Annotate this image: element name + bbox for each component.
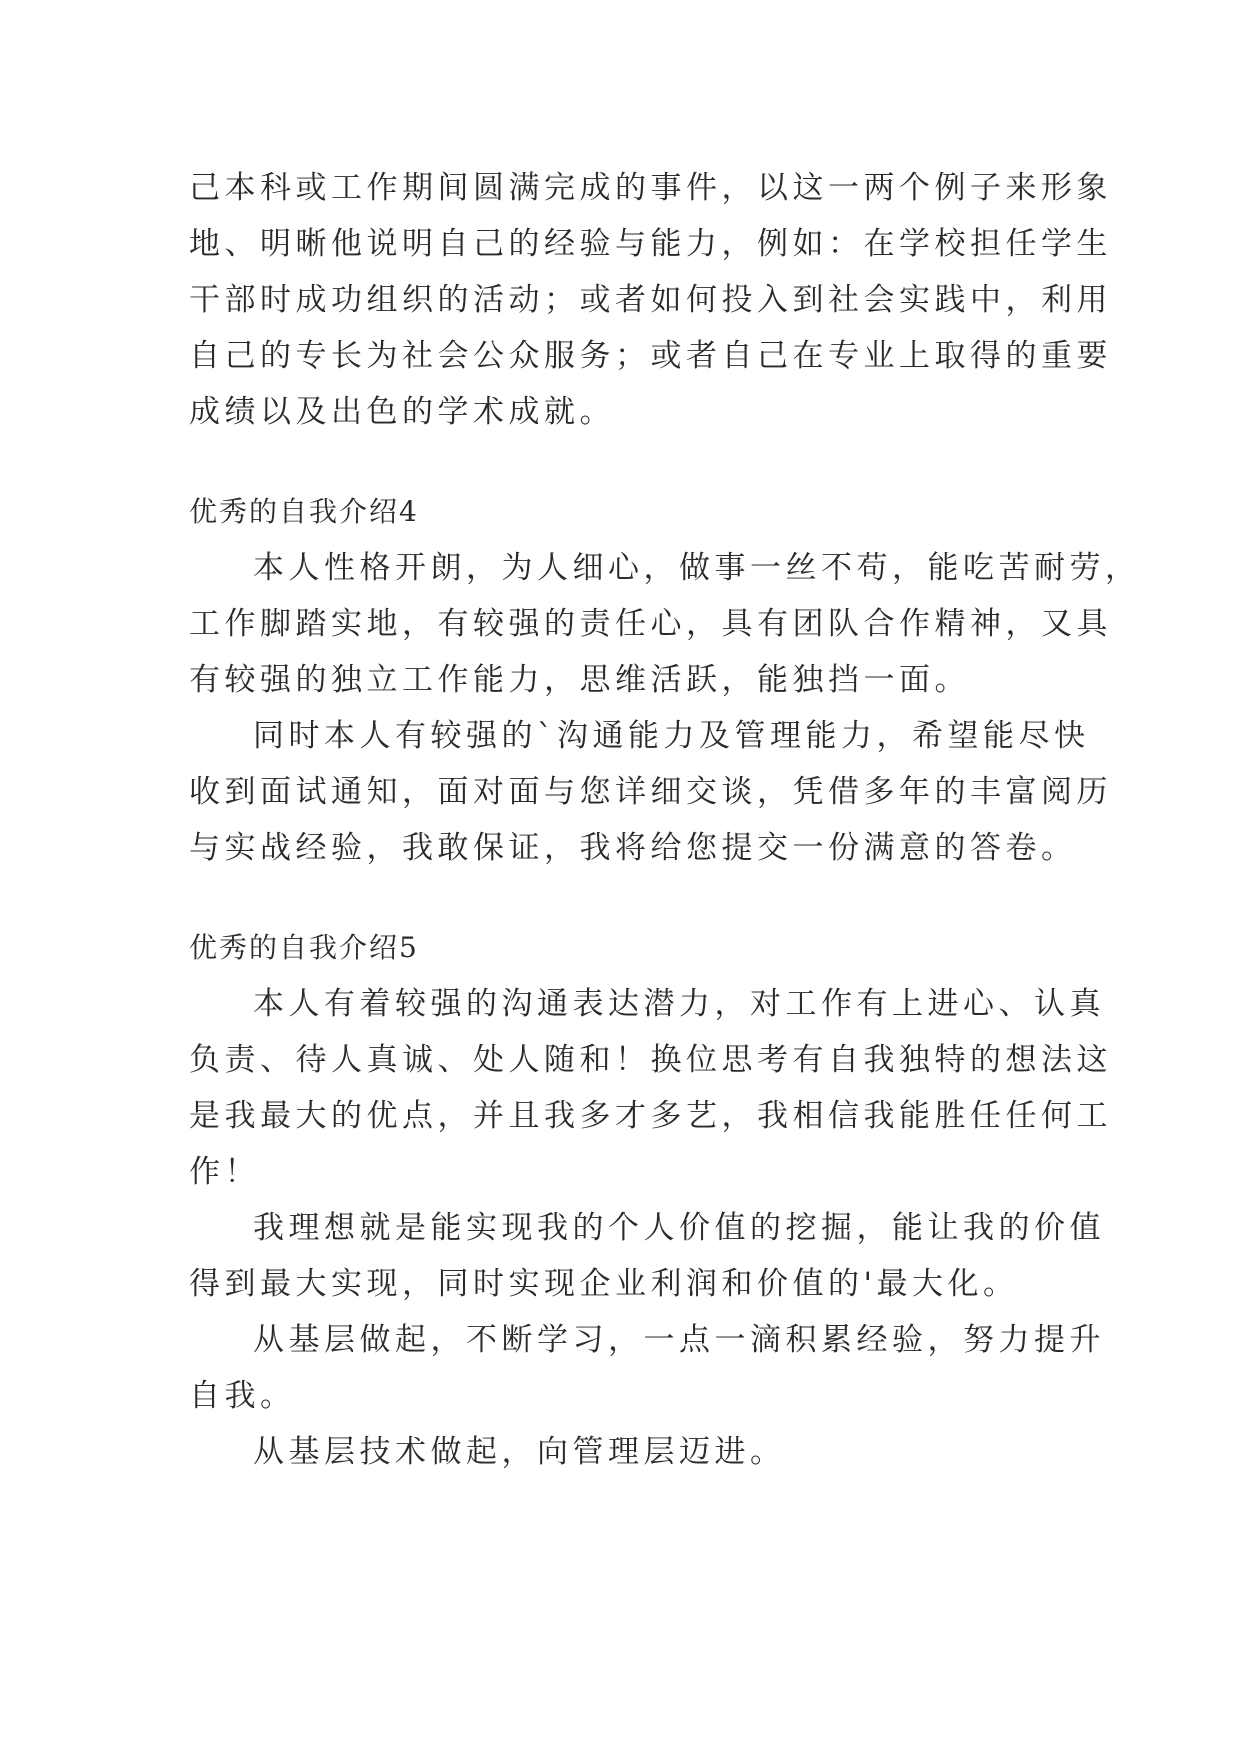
text-line: 与实战经验，我敢保证，我将给您提交一份满意的答卷。 <box>189 830 1077 866</box>
section-gap <box>189 440 1049 484</box>
text-line: 地、明晰他说明自己的经验与能力，例如：在学校担任学生 <box>189 226 1112 262</box>
section-gap <box>189 876 1049 920</box>
text-line: 作！ <box>189 1154 260 1190</box>
section-heading: 优秀的自我介绍5 <box>189 931 419 964</box>
text-line: 成绩以及出色的学术成就。 <box>189 394 615 430</box>
paragraph <box>189 540 1141 708</box>
text-line: 本人性格开朗，为人细心，做事一丝不苟，能吃苦耐劳， <box>253 550 1141 586</box>
text-line: 是我最大的优点，并且我多才多艺，我相信我能胜任任何工 <box>189 1098 1112 1134</box>
text-line: 从基层做起，不断学习，一点一滴积累经验，努力提升 <box>253 1322 1105 1358</box>
section-heading: 优秀的自我介绍4 <box>189 495 419 528</box>
text-line: 得到最大实现，同时实现企业利润和价值的'最大化。 <box>189 1266 1019 1302</box>
text-line: 同时本人有较强的`沟通能力及管理能力，希望能尽快 <box>253 718 1090 754</box>
text-line: 负责、待人真诚、处人随和！换位思考有自我独特的想法这 <box>189 1042 1112 1078</box>
text-line: 自我。 <box>189 1378 296 1414</box>
section-5 <box>189 920 1112 1480</box>
text-line: 己本科或工作期间圆满完成的事件，以这一两个例子来形象 <box>189 170 1112 206</box>
paragraph <box>189 1424 1049 1480</box>
text-line: 工作脚踏实地，有较强的责任心，具有团队合作精神，又具 <box>189 606 1112 642</box>
text-line: 干部时成功组织的活动；或者如何投入到社会实践中，利用 <box>189 282 1112 318</box>
document-page <box>189 160 1141 1480</box>
section-4 <box>189 484 1141 876</box>
text-line: 收到面试通知，面对面与您详细交谈，凭借多年的丰富阅历 <box>189 774 1112 810</box>
text-line: 我理想就是能实现我的个人价值的挖掘，能让我的价值 <box>253 1210 1105 1246</box>
paragraph <box>189 1200 1105 1312</box>
text-line: 本人有着较强的沟通表达潜力，对工作有上进心、认真 <box>253 986 1105 1022</box>
text-line: 自己的专长为社会公众服务；或者自己在专业上取得的重要 <box>189 338 1112 374</box>
section-3-tail-paragraph <box>189 160 1112 440</box>
paragraph <box>189 708 1112 876</box>
paragraph <box>189 1312 1105 1424</box>
text-line: 有较强的独立工作能力，思维活跃，能独挡一面。 <box>189 662 970 698</box>
text-line: 从基层技术做起，向管理层迈进。 <box>253 1434 786 1470</box>
paragraph <box>189 976 1112 1200</box>
